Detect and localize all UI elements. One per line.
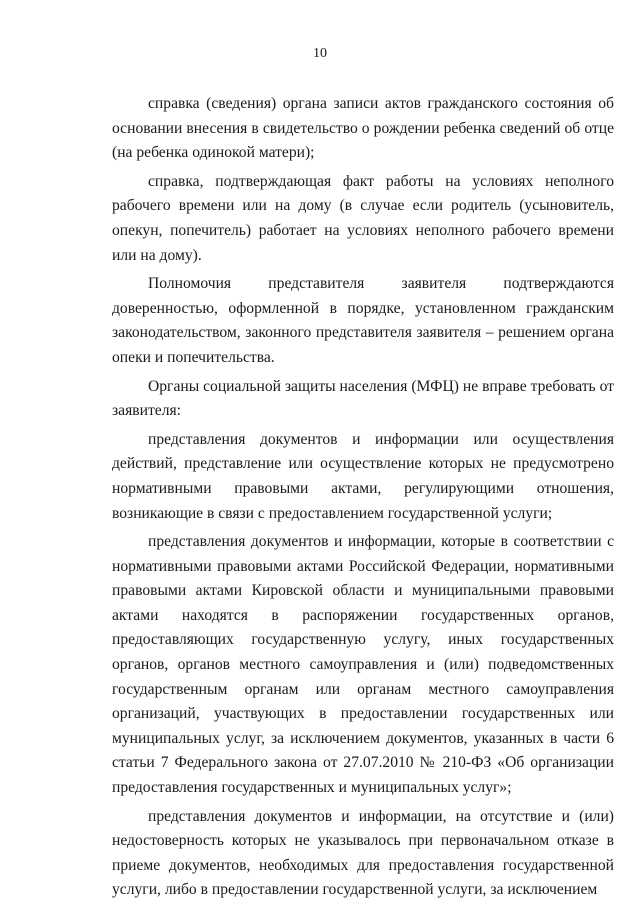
paragraph-prohibition-unregulated-documents: представления документов и информации или осуществления действий, представление или осуществление которых не предусмотрено нормативными правовыми актами, регулирующими отношения, возникающие в связи с предоставлением государственной услуги;: [112, 430, 614, 522]
paragraph-representative-authority: Полномочия представителя заявителя подтверждаются доверенностью, оформленной в порядке, установленном гражданским законодательством, законного представителя заявителя – решением органа опеки и попечительства.: [112, 275, 614, 366]
page-number: 10: [313, 46, 327, 61]
paragraph-prohibited-requirements-intro: Органы социальной защиты населения (МФЦ) не вправе требовать от заявителя:: [112, 377, 614, 420]
paragraph-part-time-work-certificate: справка, подтверждающая факт работы на условиях неполного рабочего времени или на дому (в случае если родитель (усыновитель, опекун, попечитель) работает на условиях неполного рабочего времени или на дому).: [112, 172, 614, 264]
document-body: [112, 92, 614, 907]
paragraph-civil-registry-certificate: справка (сведения) органа записи актов гражданского состояния об основании внесения в свидетельство о рождении ребенка сведений об отце (на ребенка одинокой матери);: [112, 95, 614, 162]
paragraph-prohibition-unmentioned-deficiencies: представления документов и информации, на отсутствие и (или) недостоверность которых не указывалось при первоначальном отказе в приеме документов, необходимых для предоставления государственной услуги, либо в предоставлении государственной услуги, за исключением: [112, 807, 614, 899]
paragraph-prohibition-held-documents: представления документов и информации, которые в соответствии с нормативными правовыми актами Российской Федерации, нормативными правовыми актами Кировской области и муниципальными правовыми актами находятся в распоряжении государственных органов, предоставляющих государственную услугу, иных государственных органов, органов местного самоуправления и (или) подведомственных государственным органам или органам местного самоуправления организаций, участвующих в предоставлении государственных или муниципальных услуг, за исключением документов, указанных в части 6 статьи 7 Федерального закона от 27.07.2010 № 210-ФЗ «Об организации предоставления государственных и муниципальных услуг»;: [112, 533, 614, 797]
